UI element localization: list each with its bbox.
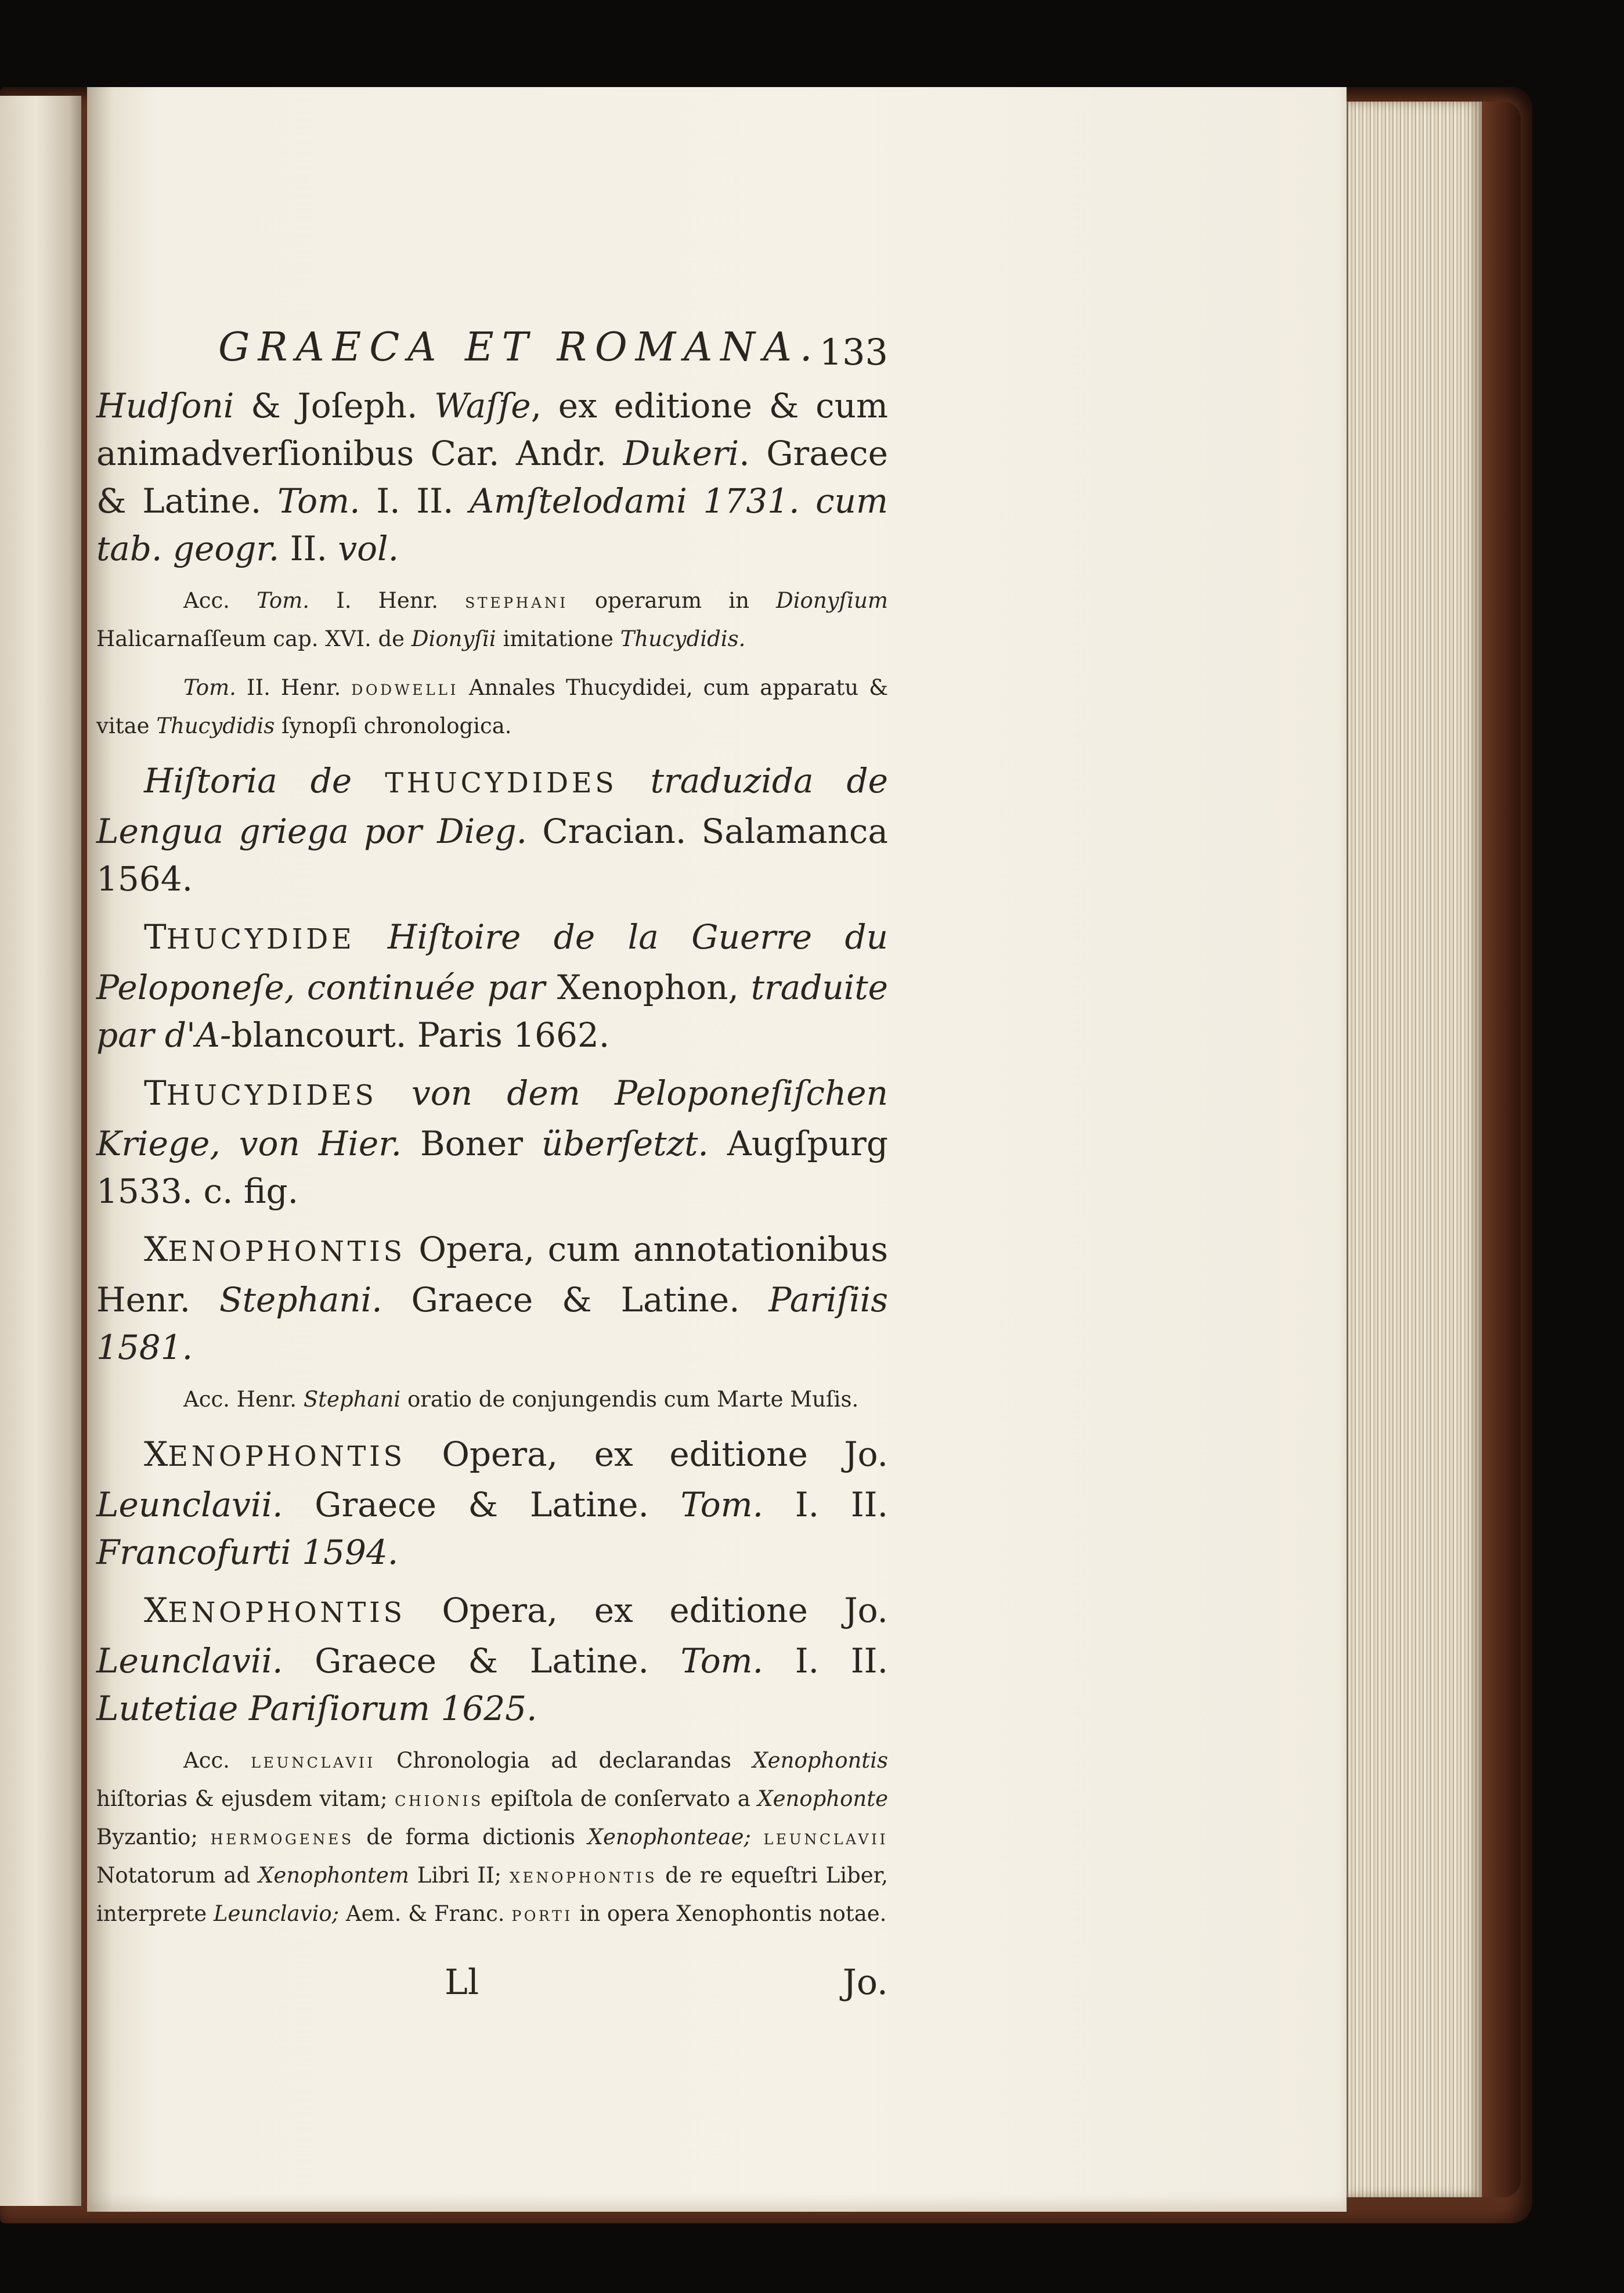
- bibliographic-note: Acc. Tom. I. Henr. STEPHANI operarum in Dionyſium Halicarnaſſeum cap. XVI. de Dionyſii imitatione Thucydidis.: [96, 588, 888, 651]
- bibliographic-note: Acc. Henr. Stephani oratio de conjungendis cum Marte Muſis.: [183, 1387, 859, 1412]
- page-edges: [1347, 102, 1482, 2197]
- signature-mark: Ll: [445, 1962, 479, 2003]
- bibliographic-entry: THUCYDIDES von dem Peloponeſiſchen Kriege, von Hier. Boner überſetzt. Augſpurg 1533. c. fig.: [96, 1073, 888, 1211]
- bibliographic-note: Acc. LEUNCLAVII Chronologia ad declarandas Xenophontis hiſtorias & ejusdem vitam; CHIONIS epiſtola de conſervato a Xenophonte Byzantio; HERMOGENES de forma dictionis Xenophonteae; LEUNCLAVII Notatorum ad Xenophontem Libri II; XENOPHONTIS de re equeſtri Liber, interprete Leunclavio; Aem. & Franc. PORTI in opera Xenophontis notae.: [96, 1748, 888, 1926]
- bibliographic-entry: XENOPHONTIS Opera, ex editione Jo. Leunclavii. Graece & Latine. Tom. I. II. Lutetiae Pariſiorum 1625.: [96, 1591, 889, 1728]
- running-head: [96, 318, 888, 382]
- bibliographic-entry: XENOPHONTIS Opera, cum annotationibus Henr. Stephani. Graece & Latine. Pariſiis 1581.: [96, 1230, 888, 1367]
- bibliographic-note: Tom. II. Henr. DODWELLI Annales Thucydidei, cum apparatu & vitae Thucydidis ſynopſi chronologica.: [96, 675, 889, 738]
- page-text: [96, 318, 888, 2005]
- page-footer: [96, 1947, 888, 2005]
- catchword: Jo.: [842, 1962, 888, 2003]
- cover-edge: [1480, 102, 1521, 2197]
- bibliographic-entry: Hudſoni & Joſeph. Waſſe, ex editione & cum animadverſionibus Car. Andr. Dukeri. Graece & Latine. Tom. I. II. Amſtelodami 1731. cum tab. geogr. II. vol.: [96, 386, 889, 568]
- entries: [96, 382, 888, 1934]
- page-number: 133: [819, 331, 888, 373]
- bibliographic-entry: XENOPHONTIS Opera, ex editione Jo. Leunclavii. Graece & Latine. Tom. I. II. Francofurti 1594.: [96, 1434, 889, 1572]
- left-page: [0, 96, 81, 2206]
- running-head-title: GRAECA ET ROMANA.: [218, 325, 821, 370]
- bibliographic-entry: Hiſtoria de THUCYDIDES traduzida de Lengua griega por Dieg. Cracian. Salamanca 1564.: [96, 761, 889, 899]
- bibliographic-entry: THUCYDIDE Hiſtoire de la Guerre du Peloponeſe, continuée par Xenophon, traduite par d'A-blancourt. Paris 1662.: [96, 917, 888, 1055]
